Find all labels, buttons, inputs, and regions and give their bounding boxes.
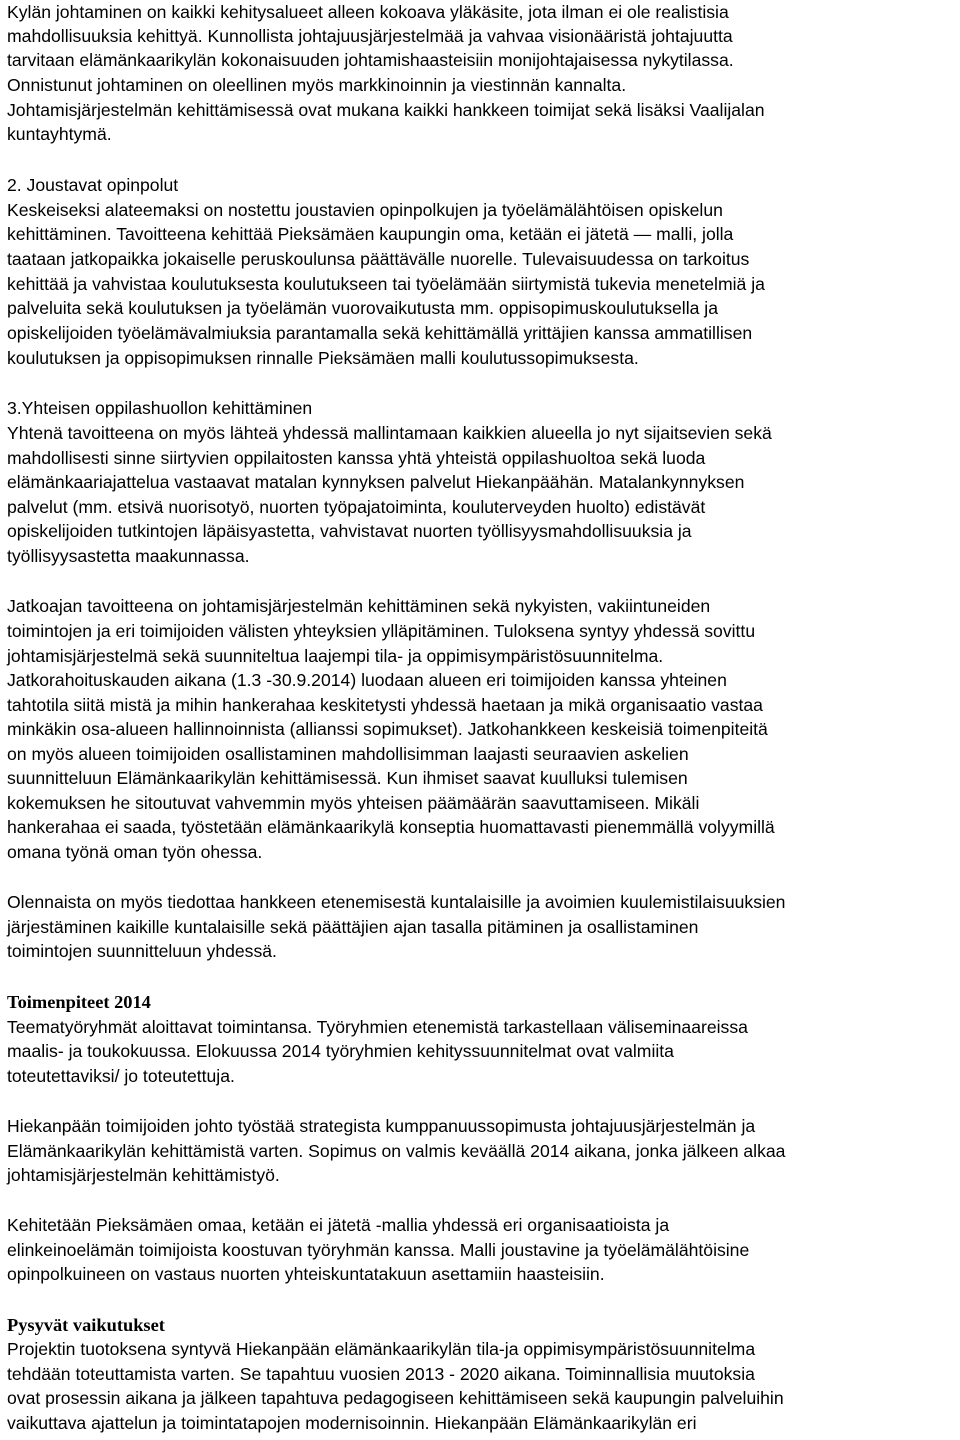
text-line: ovat prosessin aikana ja jälkeen tapahtuva pedagogiseen kehittämiseen sekä kaupungin palveluihin: [7, 1388, 784, 1408]
section-heading-toimenpiteet-2014: Toimenpiteet 2014: [7, 992, 151, 1012]
text-line: mahdollisuuksia kehittyä. Kunnollista johtajuusjärjestelmää ja vahvaa visionääristä johtajuutta: [7, 26, 733, 46]
text-line: Hiekanpään toimijoiden johto työstää strategista kumppanuussopimusta johtajuusjärjestelmän ja: [7, 1116, 756, 1136]
text-line: Yhtenä tavoitteena on myös lähteä yhdessä mallintamaan kaikkien alueella jo nyt sijaitsevien sekä: [7, 423, 772, 443]
text-line: Kehitetään Pieksämäen omaa, ketään ei jätetä -mallia yhdessä eri organisaatioista ja: [7, 1215, 670, 1235]
text-line: koulutuksen ja oppisopimuksen rinnalle Pieksämäen malli koulutussopimuksesta.: [7, 348, 639, 368]
text-line: minkäkin osa-alueen hallinnoinnista (allianssi sopimukset). Jatkohankkeen keskeisiä toimenpiteitä: [7, 719, 768, 739]
text-line: maalis- ja toukokuussa. Elokuussa 2014 työryhmien kehityssuunnitelmat ovat valmiita: [7, 1041, 674, 1061]
text-line: tehdään toteuttamista varten. Se tapahtuu vuosien 2013 - 2020 aikana. Toiminnallisia muutoksia: [7, 1364, 755, 1384]
text-line: tarvitaan elämänkaarikylän kokonaisuuden johtamishaasteisiin monijohtajaisessa nykytilassa.: [7, 50, 734, 70]
text-line: omana työnä oman työn ohessa.: [7, 842, 263, 862]
text-line: kehittäminen. Tavoitteena kehittää Pieksämäen kaupungin oma, ketään ei jätetä — malli, jolla: [7, 224, 734, 244]
text-line: Jatkoajan tavoitteena on johtamisjärjestelmän kehittäminen sekä nykyisten, vakiintuneiden: [7, 596, 711, 616]
text-line: järjestäminen kaikille kuntalaisille sekä päättäjien ajan tasalla pitäminen ja osallistaminen: [7, 917, 699, 937]
text-line: opiskelijoiden tutkintojen läpäisyastetta, vahvistavat nuorten työllisyysmahdollisuuksia ja: [7, 521, 692, 541]
text-line: Kylän johtaminen on kaikki kehitysalueet alleen kokoava yläkäsite, jota ilman ei ole realistisia: [7, 2, 729, 22]
text-line: Elämänkaarikylän kehittämistä varten. Sopimus on valmis keväällä 2014 aikana, jonka jälkeen alkaa: [7, 1141, 786, 1161]
text-line: Onnistunut johtaminen on oleellinen myös markkinoinnin ja viestinnän kannalta.: [7, 75, 627, 95]
text-line: kokemuksen he sitoutuvat vahvemmin myös yhteisen päämäärän saavuttamiseen. Mikäli: [7, 793, 700, 813]
text-line: tahtotila siitä mistä ja mihin hankerahaa keskitetysti yhdessä haetaan ja mikä organisaatio vastaa: [7, 695, 763, 715]
text-line: kehittää ja vahvistaa koulutuksesta koulutukseen tai työelämään siirtymistä tukevia menetelmiä ja: [7, 274, 765, 294]
text-line: johtamisjärjestelmän kehittämistyö.: [7, 1165, 280, 1185]
text-line: Keskeiseksi alateemaksi on nostettu joustavien opinpolkujen ja työelämälähtöisen opiskelun: [7, 200, 723, 220]
text-line: toimintojen ja eri toimijoiden välisten yhteyksien ylläpitäminen. Tuloksena syntyy yhdessä sovittu: [7, 621, 756, 641]
text-line: Olennaista on myös tiedottaa hankkeen etenemisestä kuntalaisille ja avoimien kuulemistilaisuuksien: [7, 892, 786, 912]
section-heading-pysyvat-vaikutukset: Pysyvät vaikutukset: [7, 1315, 165, 1335]
text-line: Teematyöryhmät aloittavat toimintansa. Työryhmien etenemistä tarkastellaan väliseminaareissa: [7, 1017, 748, 1037]
text-line: suunnitteluun Elämänkaarikylän kehittämisessä. Kun ihmiset saavat kuulluksi tulemisen: [7, 768, 688, 788]
text-line: toteutettaviksi/ jo toteutettuja.: [7, 1066, 235, 1086]
text-line: palveluita sekä koulutuksen ja työelämän vuorovaikutusta mm. oppisopimuskoulutuksella ja: [7, 298, 718, 318]
text-line: elämänkaariajattelua vastaavat matalan kynnyksen palvelut Hiekanpäähän. Matalankynnyksen: [7, 472, 745, 492]
text-line: vaikuttava ajattelun ja toimintatapojen modernisoinnin. Hiekanpään Elämänkaarikylän eri: [7, 1413, 697, 1433]
text-line: opiskelijoiden työelämävalmiuksia parantamalla sekä kehittämällä yrittäjien kanssa ammatillisen: [7, 323, 753, 343]
text-line: kuntayhtymä.: [7, 124, 112, 144]
text-line: mahdollisesti sinne siirtyvien oppilaitosten kanssa yhtä yhteistä oppilashuoltoa sekä luoda: [7, 448, 706, 468]
text-line: toimintojen suunnitteluun yhdessä.: [7, 941, 277, 961]
text-line: Projektin tuotoksena syntyvä Hiekanpään elämänkaarikylän tila-ja oppimisympäristösuunnitelma: [7, 1339, 756, 1359]
text-line: opinpolkuineen on vastaus nuorten yhteiskuntatakuun asettamiin haasteisiin.: [7, 1264, 605, 1284]
section-heading-joustavat-opinpolut: 2. Joustavat opinpolut: [7, 175, 179, 195]
text-line: taataan jatkopaikka jokaiselle peruskoulunsa päättävälle nuorelle. Tulevaisuudessa on tarkoitus: [7, 249, 750, 269]
text-line: Johtamisjärjestelmän kehittämisessä ovat mukana kaikki hankkeen toimijat sekä lisäksi Vaalijalan: [7, 100, 765, 120]
text-line: palvelut (mm. etsivä nuorisotyö, nuorten työpajatoiminta, kouluterveyden huolto) edistävät: [7, 497, 706, 517]
text-line: työllisyysastetta maakunnassa.: [7, 546, 250, 566]
section-heading-oppilashuolto: 3.Yhteisen oppilashuollon kehittäminen: [7, 398, 313, 418]
text-line: elinkeinoelämän toimijoista koostuvan työryhmän kanssa. Malli joustavine ja työelämälähtöisine: [7, 1240, 750, 1260]
text-line: johtamisjärjestelmä sekä suunniteltua laajempi tila- ja oppimisympäristösuunnitelma.: [7, 646, 664, 666]
text-line: hankerahaa ei saada, työstetään elämänkaarikylä konseptia huomattavasti pienemmällä volyymillä: [7, 817, 775, 837]
text-line: Jatkorahoituskauden aikana (1.3 -30.9.2014) luodaan alueen eri toimijoiden kanssa yhteinen: [7, 670, 727, 690]
text-line: on myös alueen toimijoiden osallistaminen mahdollisimman laajasti seuraavien askelien: [7, 744, 689, 764]
